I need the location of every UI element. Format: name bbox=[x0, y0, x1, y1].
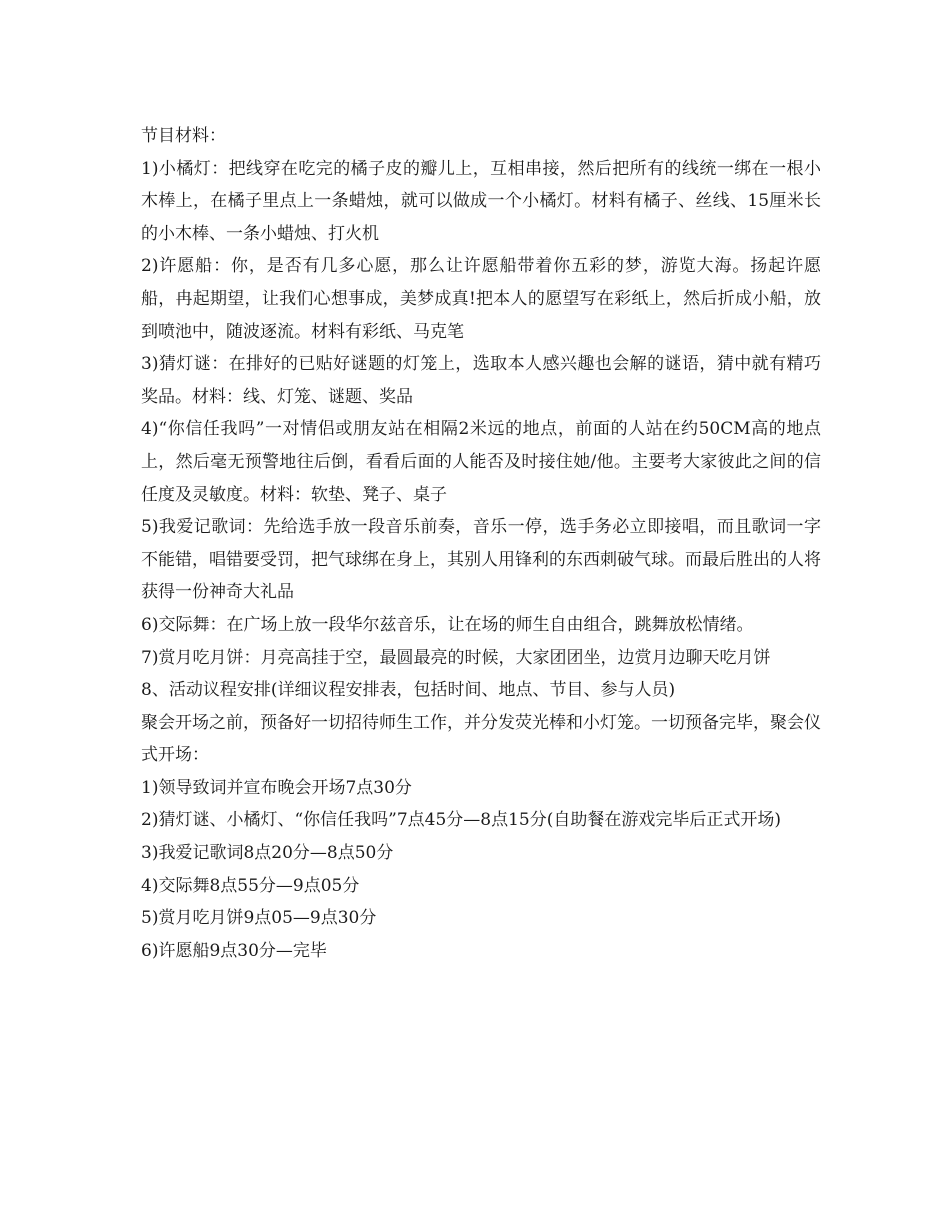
section-heading-materials: 节目材料： bbox=[141, 126, 226, 146]
paragraph-orange-lamp: 1)小橘灯：把线穿在吃完的橘子皮的瓣儿上，互相串接，然后把所有的线统一绑在一根小木棒上，在橘子里点上一条蜡烛，就可以做成一个小橘灯。材料有橘子、丝线、15厘米长的小木棒、一条小蜡烛、打火机 bbox=[141, 158, 821, 244]
paragraph-trust-game: 4)“你信任我吗”一对情侣或朋友站在相隔2米远的地点，前面的人站在约50CM高的地点上，然后毫无预警地往后倒，看看后面的人能否及时接住她/他。主要考大家彼此之间的信任度及灵敏度。材料：软垫、凳子、桌子 bbox=[141, 419, 821, 505]
agenda-item: 1)领导致词并宣布晚会开场7点30分 bbox=[141, 777, 412, 798]
agenda-item: 2)猜灯谜、小橘灯、“你信任我吗”7点45分—8点15分(自助餐在游戏完毕后正式开场) bbox=[141, 810, 781, 831]
paragraph-lantern-riddles: 3)猜灯谜：在排好的已贴好谜题的灯笼上，选取本人感兴趣也会解的谜语，猜中就有精巧奖品。材料：线、灯笼、谜题、奖品 bbox=[141, 354, 821, 407]
agenda-item: 3)我爱记歌词8点20分—8点50分 bbox=[141, 843, 394, 864]
paragraph-preparation: 聚会开场之前，预备好一切招待师生工作，并分发荧光棒和小灯笼。一切预备完毕，聚会仪式开场： bbox=[141, 712, 821, 766]
agenda-item: 4)交际舞8点55分—9点05分 bbox=[141, 875, 360, 896]
section-heading-agenda: 8、活动议程安排(详细议程安排表，包括时间、地点、节目、参与人员) bbox=[141, 680, 676, 701]
document-body bbox=[141, 120, 821, 967]
paragraph-social-dance: 6)交际舞：在广场上放一段华尔兹音乐，让在场的师生自由组合，跳舞放松情绪。 bbox=[141, 614, 754, 635]
paragraph-mooncake: 7)赏月吃月饼：月亮高挂于空，最圆最亮的时候，大家团团坐，边赏月边聊天吃月饼 bbox=[141, 647, 771, 668]
paragraph-wish-boat: 2)许愿船：你，是否有几多心愿，那么让许愿船带着你五彩的梦，游览大海。扬起许愿船，冉起期望，让我们心想事成，美梦成真!把本人的愿望写在彩纸上，然后折成小船，放到喷池中，随波逐流。材料有彩纸、马克笔 bbox=[141, 256, 821, 342]
agenda-item: 6)许愿船9点30分—完毕 bbox=[141, 940, 327, 961]
paragraph-lyrics-game: 5)我爱记歌词：先给选手放一段音乐前奏，音乐一停，选手务必立即接唱，而且歌词一字不能错，唱错要受罚，把气球绑在身上，其别人用锋利的东西刺破气球。而最后胜出的人将获得一份神奇大礼品 bbox=[141, 517, 821, 603]
agenda-item: 5)赏月吃月饼9点05—9点30分 bbox=[141, 908, 377, 929]
